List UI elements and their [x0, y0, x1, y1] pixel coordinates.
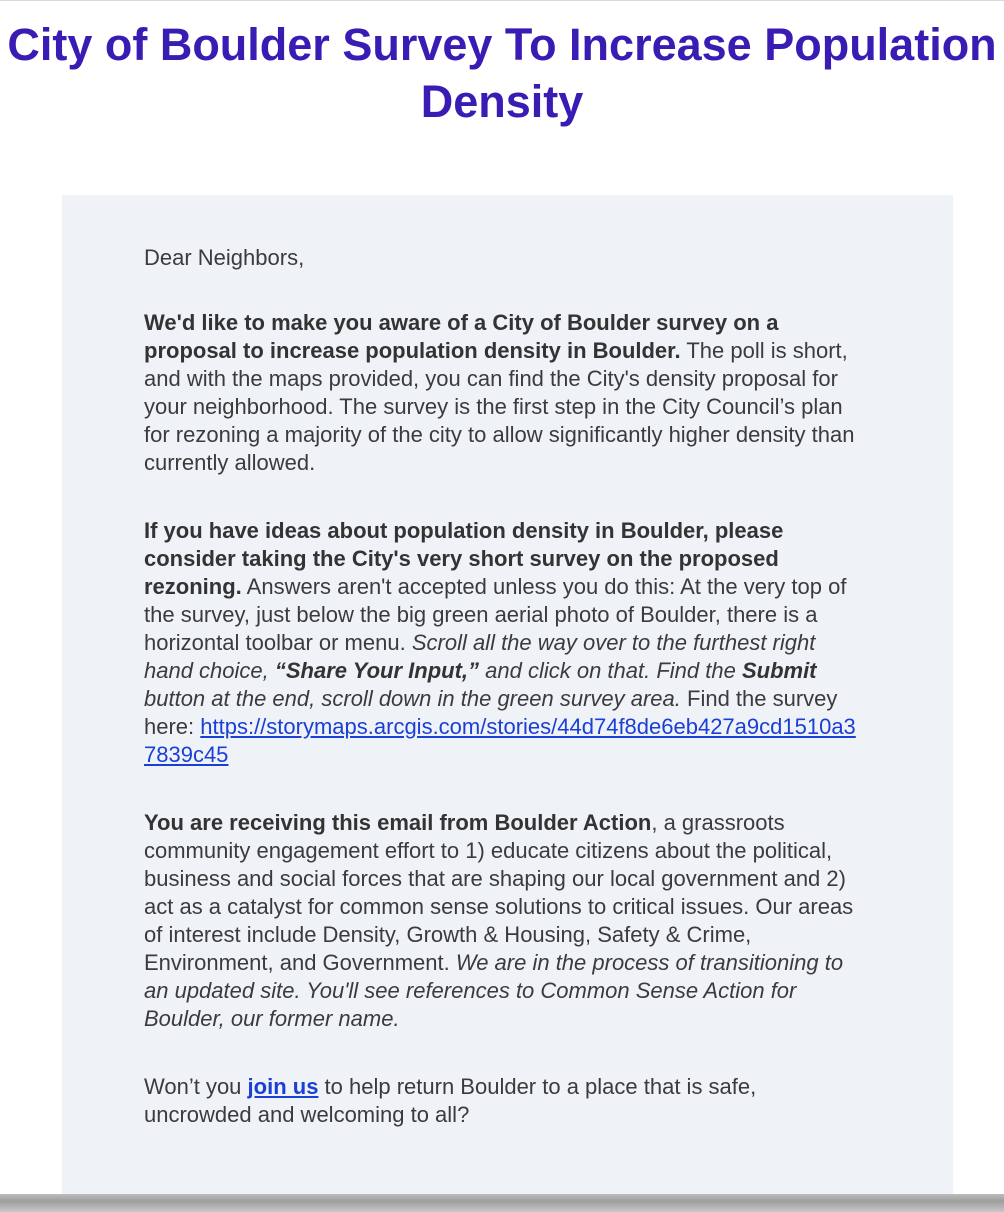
survey-intro-bold: We'd like to make you aware of a City of Boulder survey on a proposal to increase population density in Boulder.: [144, 310, 779, 363]
submit-label: Submit: [741, 658, 817, 683]
cta-text-start: Won’t you: [144, 1074, 248, 1099]
cta-text-end: to help return Boulder to a place that is safe, uncrowded and welcoming to all?: [144, 1074, 757, 1127]
survey-intro-text: The poll is short, and with the maps provided, you can find the City's density proposal for your neighborhood. The survey is the first step in the City Council’s plan for rezoning a majority of the city to allow significantly higher density than currently allowed.: [144, 338, 855, 475]
paragraph-survey-intro: [144, 309, 864, 477]
greeting: Dear Neighbors,: [144, 245, 305, 270]
find-survey-text: Find the survey here:: [144, 686, 838, 739]
paragraph-call-to-action: [144, 1073, 864, 1129]
email-title: City of Boulder Survey To Increase Population Density: [7, 19, 997, 127]
paragraph-about-sender: [144, 809, 864, 1033]
survey-link[interactable]: https://storymaps.arcgis.com/stories/44d74f8de6eb427a9cd1510a37839c45: [144, 714, 856, 767]
instructions-text: Answers aren't accepted unless you do this: At the very top of the survey, just below the big green aerial photo of Boulder, there is a horizontal toolbar or menu.: [144, 574, 847, 655]
instructions-italic-part3: button at the end, scroll down in the green survey area.: [144, 686, 681, 711]
horizontal-scrollbar[interactable]: [0, 1194, 1004, 1212]
instructions-italic-part1: Scroll all the way over to the furthest right hand choice,: [144, 630, 816, 683]
instructions-bold: If you have ideas about population density in Boulder, please consider taking the City's very short survey on the proposed rezoning.: [144, 518, 784, 599]
sender-italic: We are in the process of transitioning to an updated site. You'll see references to Common Sense Action for Boulder, our former name.: [144, 950, 844, 1031]
sender-text: , a grassroots community engagement effort to 1) educate citizens about the political, business and social forces that are shaping our local government and 2) act as a catalyst for common sense solutions to critical issues. Our areas of interest include Density, Growth & Housing, Safety & Crime, Environment, and Government.: [144, 810, 854, 975]
instructions-italic-part2: and click on that. Find the: [479, 658, 742, 683]
top-divider: [0, 0, 1004, 1]
share-your-input-label: “Share Your Input,”: [274, 658, 480, 683]
paragraph-survey-instructions: [144, 517, 864, 769]
email-content: [144, 244, 864, 1169]
join-us-link[interactable]: join us: [247, 1074, 319, 1099]
sender-bold: You are receiving this email from Boulder Action: [144, 810, 652, 835]
